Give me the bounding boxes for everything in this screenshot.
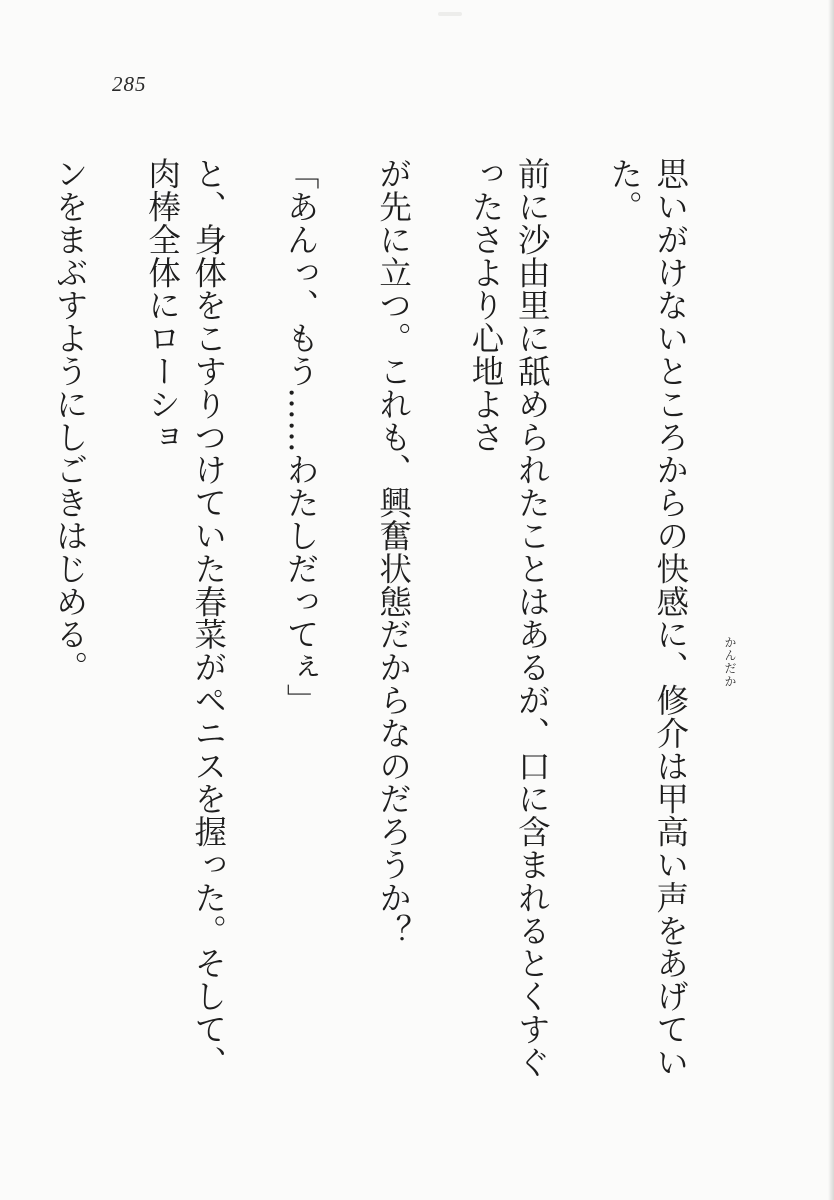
text-line: と、身体をこすりつけていた春菜がペニスを握った。そして、肉棒全体にローショ: [143, 157, 228, 1079]
text-line: 思いがけないところからの快感に、修介は甲高い声をあげていた。: [605, 157, 690, 1079]
page-number: 285: [112, 72, 147, 96]
text-line: ンをまぶすようにしごきはじめる。: [51, 157, 90, 684]
page-edge: [828, 0, 834, 1200]
top-page-mark: [438, 12, 462, 16]
ruby-gloss: かんだか: [723, 636, 737, 688]
text-line: 「あんっ、もう……わたしだってぇ」: [282, 157, 321, 717]
text-line: 前に沙由里に舐められたことはあるが、口に含まれるとくすぐったさより心地よさ: [466, 157, 552, 1079]
text-line: [0, 157, 1, 1091]
body-text: [0, 157, 740, 1091]
text-line: が先に立つ。これも、興奮状態だからなのだろうか？: [374, 157, 413, 947]
